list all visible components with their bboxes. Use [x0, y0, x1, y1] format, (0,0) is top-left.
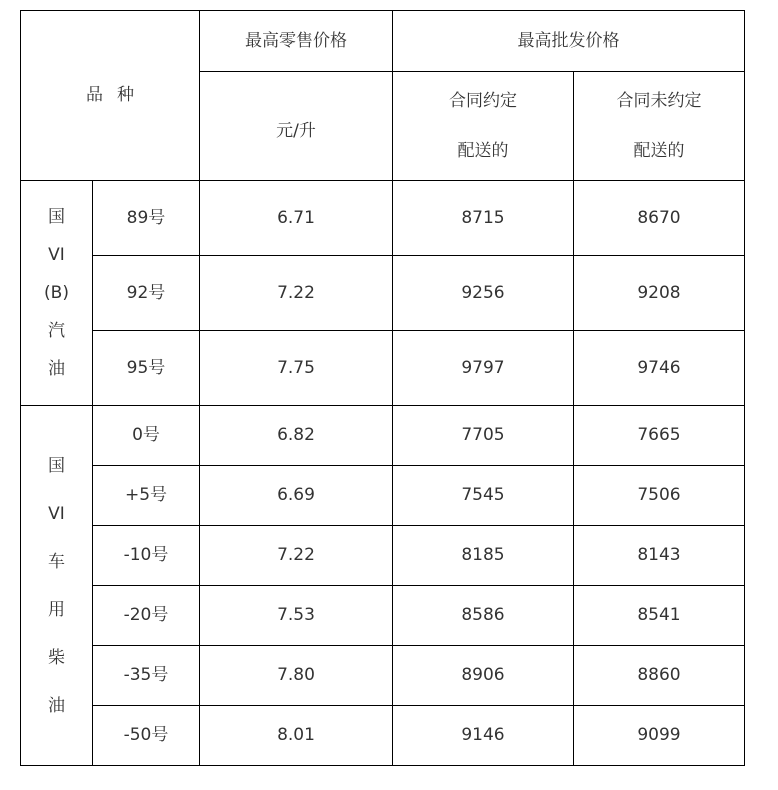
noncontract-price-cell: 8860 [574, 646, 745, 706]
table-row [21, 526, 745, 586]
table-row [21, 646, 745, 706]
contract-line-2: 配送的 [457, 141, 509, 161]
contract-price-cell: 8586 [393, 586, 574, 646]
contract-line-1: 合同约定 [449, 91, 517, 111]
retail-price-cell: 6.71 [200, 181, 393, 256]
noncontract-price-cell: 9746 [574, 331, 745, 406]
contract-price-cell: 9797 [393, 331, 574, 406]
table-row [21, 181, 745, 256]
noncontract-price-cell: 9208 [574, 256, 745, 331]
contract-price-cell: 7545 [393, 466, 574, 526]
retail-price-cell: 7.22 [200, 526, 393, 586]
grade-cell: 89号 [93, 181, 200, 256]
noncontract-price-cell: 8670 [574, 181, 745, 256]
grade-cell: -50号 [93, 706, 200, 766]
contract-price-cell: 8906 [393, 646, 574, 706]
contract-price-cell: 9146 [393, 706, 574, 766]
noncontract-price-cell: 7665 [574, 406, 745, 466]
table-row [21, 331, 745, 406]
noncontract-delivery-header [574, 72, 745, 181]
category-header: 品种 [21, 11, 200, 181]
grade-cell: -35号 [93, 646, 200, 706]
retail-price-cell: 7.22 [200, 256, 393, 331]
noncontract-price-cell: 8143 [574, 526, 745, 586]
table-row [21, 706, 745, 766]
grade-cell: -10号 [93, 526, 200, 586]
grade-cell: -20号 [93, 586, 200, 646]
noncontract-line-2: 配送的 [633, 141, 685, 161]
retail-price-cell: 7.80 [200, 646, 393, 706]
fuel-price-table [20, 10, 745, 766]
retail-price-cell: 6.82 [200, 406, 393, 466]
retail-price-header: 最高零售价格 [200, 11, 393, 72]
contract-price-cell: 8715 [393, 181, 574, 256]
noncontract-price-cell: 8541 [574, 586, 745, 646]
header-row-1 [21, 11, 745, 72]
contract-delivery-header [393, 72, 574, 181]
grade-cell: +5号 [93, 466, 200, 526]
noncontract-price-cell: 7506 [574, 466, 745, 526]
table-row [21, 256, 745, 331]
grade-cell: 92号 [93, 256, 200, 331]
grade-cell: 0号 [93, 406, 200, 466]
contract-price-cell: 7705 [393, 406, 574, 466]
retail-price-cell: 7.53 [200, 586, 393, 646]
contract-price-cell: 8185 [393, 526, 574, 586]
grade-cell: 95号 [93, 331, 200, 406]
contract-price-cell: 9256 [393, 256, 574, 331]
table-row [21, 586, 745, 646]
table-row [21, 466, 745, 526]
unit-header: 元/升 [200, 72, 393, 181]
wholesale-price-header: 最高批发价格 [393, 11, 745, 72]
retail-price-cell: 7.75 [200, 331, 393, 406]
noncontract-line-1: 合同未约定 [616, 91, 702, 111]
table-row [21, 406, 745, 466]
noncontract-price-cell: 9099 [574, 706, 745, 766]
retail-price-cell: 6.69 [200, 466, 393, 526]
retail-price-cell: 8.01 [200, 706, 393, 766]
gasoline-category-label: 国 VI (B) 汽 油 [21, 181, 93, 406]
diesel-category-label: 国 VI 车 用 柴 油 [21, 406, 93, 766]
